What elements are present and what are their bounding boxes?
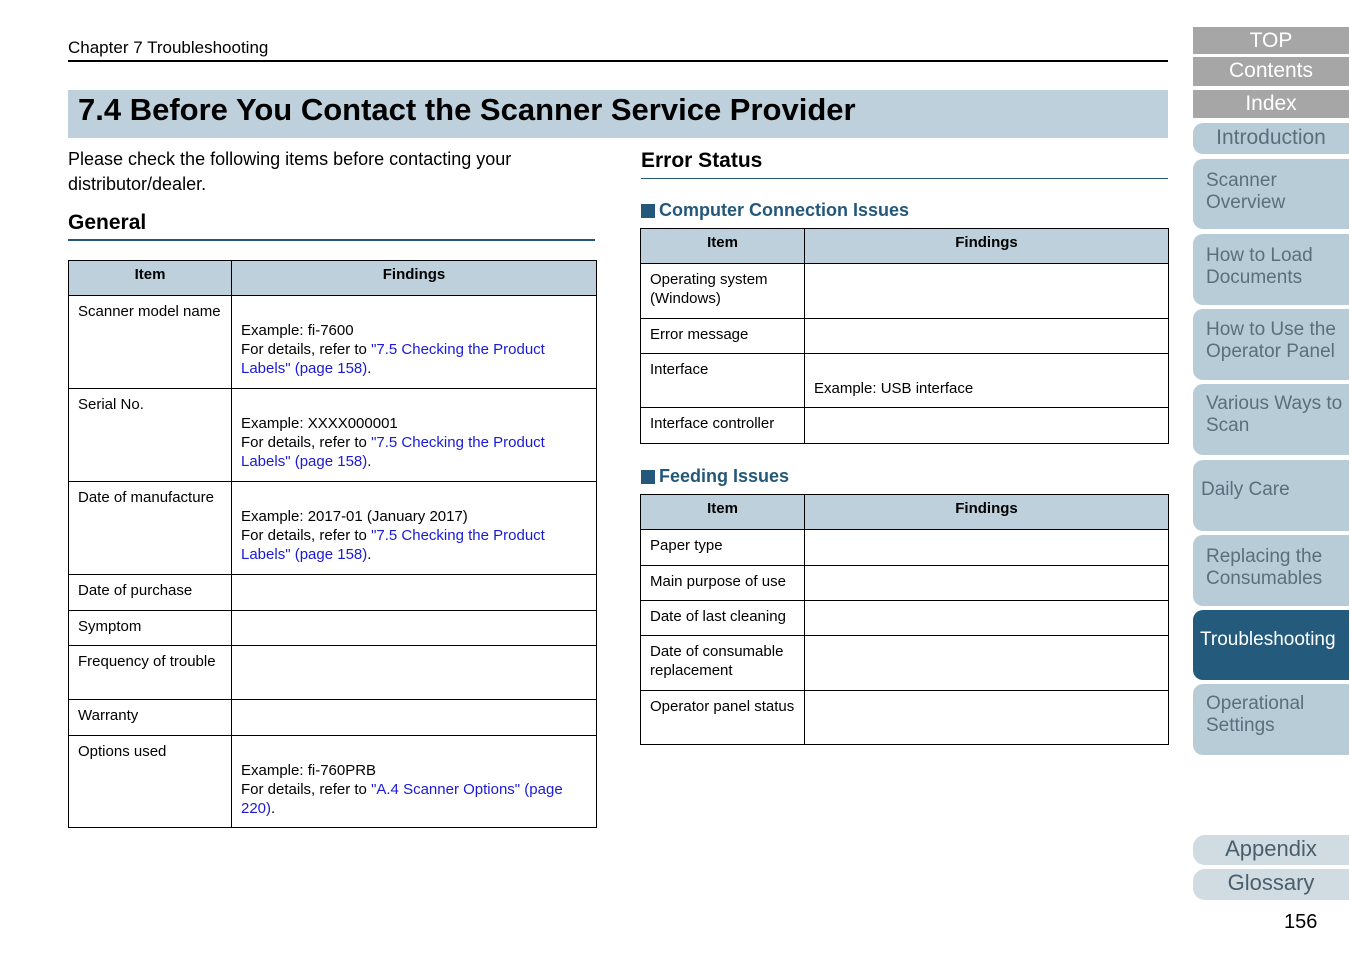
findings-cell xyxy=(805,636,1169,691)
item-cell: Options used xyxy=(69,736,232,828)
general-col-item: Item xyxy=(69,261,232,296)
table-row xyxy=(641,691,1169,745)
feeding-table xyxy=(640,494,1169,745)
findings-cell xyxy=(805,691,1169,745)
findings-cell xyxy=(232,575,597,611)
error-status-heading: Error Status xyxy=(641,149,763,172)
table-row xyxy=(69,296,597,389)
nav-top-button[interactable]: TOP xyxy=(1193,27,1349,54)
findings-cell xyxy=(232,736,597,828)
table-row xyxy=(69,482,597,575)
table-row xyxy=(641,601,1169,636)
example-text: Example: 2017-01 (January 2017) xyxy=(241,508,468,525)
intro-text: Please check the following items before contacting your distributor/dealer. xyxy=(68,149,512,194)
table-row xyxy=(69,611,597,646)
findings-cell xyxy=(805,530,1169,566)
table-row xyxy=(69,700,597,736)
square-bullet-icon xyxy=(641,204,655,218)
item-cell: Date of last cleaning xyxy=(641,601,805,636)
findings-cell xyxy=(805,264,1169,319)
nav-tab-daily-care[interactable]: Daily Care xyxy=(1193,460,1349,531)
findings-cell xyxy=(232,482,597,575)
table-row xyxy=(641,530,1169,566)
ref-suffix: . xyxy=(367,546,372,563)
connection-table xyxy=(640,228,1169,444)
findings-cell xyxy=(232,389,597,482)
findings-cell xyxy=(232,700,597,736)
square-bullet-icon xyxy=(641,470,655,484)
connection-col-item: Item xyxy=(641,229,805,264)
error-status-rule xyxy=(641,178,1168,179)
table-row xyxy=(69,389,597,482)
scanner-options-link[interactable]: "A.4 Scanner Options" (page 220) xyxy=(241,781,563,817)
table-row xyxy=(69,575,597,611)
example-text: Example: fi-7600 xyxy=(241,322,354,339)
item-cell: Date of manufacture xyxy=(69,482,232,575)
nav-glossary-button[interactable]: Glossary xyxy=(1193,869,1349,900)
ref-prefix: For details, refer to xyxy=(241,781,372,798)
item-cell: Error message xyxy=(641,319,805,354)
findings-cell xyxy=(805,601,1169,636)
table-row xyxy=(69,646,597,700)
item-cell: Interface xyxy=(641,354,805,408)
item-cell: Main purpose of use xyxy=(641,566,805,601)
findings-cell: Example: USB interface xyxy=(805,354,1169,408)
general-rule xyxy=(68,239,595,241)
feeding-heading xyxy=(641,466,789,487)
ref-prefix: For details, refer to xyxy=(241,434,372,451)
product-labels-link[interactable]: "7.5 Checking the Product Labels" (page 158) xyxy=(241,341,545,377)
ref-suffix: . xyxy=(271,800,276,817)
feeding-col-item: Item xyxy=(641,495,805,530)
findings-cell xyxy=(805,566,1169,601)
nav-contents-button[interactable]: Contents xyxy=(1193,57,1349,86)
feeding-col-findings: Findings xyxy=(805,495,1169,530)
nav-tab-replacing-consumables[interactable]: Replacing the Consumables xyxy=(1193,535,1349,606)
table-row xyxy=(641,566,1169,601)
nav-tab-how-to-load-documents[interactable]: How to Load Documents xyxy=(1193,234,1349,305)
table-row xyxy=(641,264,1169,319)
table-row xyxy=(641,636,1169,691)
item-cell: Paper type xyxy=(641,530,805,566)
product-labels-link[interactable]: "7.5 Checking the Product Labels" (page 158) xyxy=(241,434,545,470)
nav-tab-operator-panel[interactable]: How to Use the Operator Panel xyxy=(1193,309,1349,380)
header-rule xyxy=(68,60,1168,62)
nav-tab-operational-settings[interactable]: Operational Settings xyxy=(1193,684,1349,755)
item-cell: Warranty xyxy=(69,700,232,736)
connection-heading xyxy=(641,200,909,221)
findings-cell xyxy=(232,296,597,389)
findings-cell xyxy=(232,611,597,646)
nav-appendix-button[interactable]: Appendix xyxy=(1193,835,1349,865)
table-row xyxy=(641,319,1169,354)
title-bar xyxy=(68,90,1168,138)
item-cell: Frequency of trouble xyxy=(69,646,232,700)
item-cell: Interface controller xyxy=(641,408,805,444)
general-col-findings: Findings xyxy=(232,261,597,296)
table-row xyxy=(641,408,1169,444)
item-cell: Date of consumable replacement xyxy=(641,636,805,691)
findings-cell xyxy=(805,319,1169,354)
ref-prefix: For details, refer to xyxy=(241,341,372,358)
nav-tab-troubleshooting[interactable]: Troubleshooting xyxy=(1193,610,1349,680)
ref-suffix: . xyxy=(367,360,372,377)
findings-cell xyxy=(232,646,597,700)
item-cell: Operator panel status xyxy=(641,691,805,745)
product-labels-link[interactable]: "7.5 Checking the Product Labels" (page 158) xyxy=(241,527,545,563)
nav-tab-ways-to-scan[interactable]: Various Ways to Scan xyxy=(1193,384,1349,455)
nav-index-button[interactable]: Index xyxy=(1193,90,1349,118)
item-cell: Serial No. xyxy=(69,389,232,482)
connection-heading-label: Computer Connection Issues xyxy=(659,200,910,220)
feeding-heading-label: Feeding Issues xyxy=(659,466,790,486)
item-cell: Date of purchase xyxy=(69,575,232,611)
item-cell: Operating system (Windows) xyxy=(641,264,805,319)
page-title: 7.4 Before You Contact the Scanner Service Provider xyxy=(78,92,856,127)
connection-col-findings: Findings xyxy=(805,229,1169,264)
page-number: 156 xyxy=(1284,911,1318,933)
general-table xyxy=(68,260,597,828)
table-row xyxy=(641,354,1169,408)
item-cell: Scanner model name xyxy=(69,296,232,389)
chapter-header: Chapter 7 Troubleshooting xyxy=(68,38,269,57)
nav-tab-introduction[interactable]: Introduction xyxy=(1193,123,1349,154)
general-heading: General xyxy=(68,211,147,234)
ref-suffix: . xyxy=(367,453,372,470)
nav-tab-scanner-overview[interactable]: Scanner Overview xyxy=(1193,159,1349,229)
item-cell: Symptom xyxy=(69,611,232,646)
findings-cell xyxy=(805,408,1169,444)
ref-prefix: For details, refer to xyxy=(241,527,372,544)
example-text: Example: fi-760PRB xyxy=(241,762,377,779)
table-row xyxy=(69,736,597,828)
example-text: Example: XXXX000001 xyxy=(241,415,398,432)
